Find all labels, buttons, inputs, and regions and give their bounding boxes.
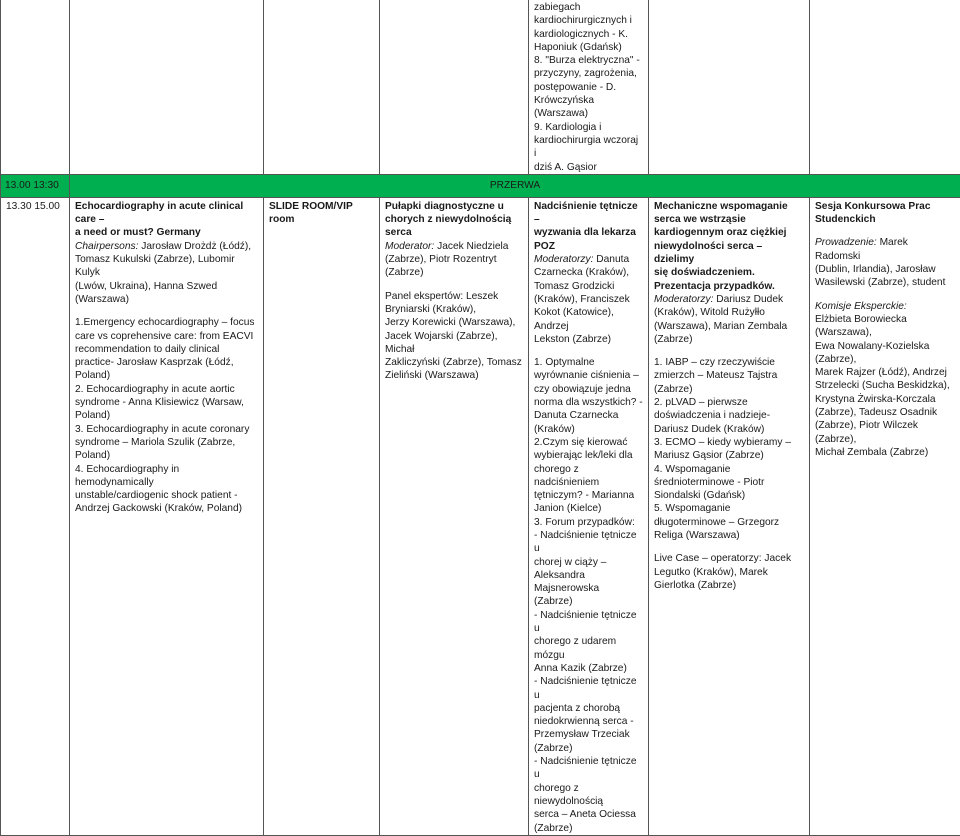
text-line: Haponiuk (Gdańsk): [534, 41, 643, 54]
talk-line: serca – Aneta Ociessa: [534, 808, 643, 821]
talk-line: Siondalski (Gdańsk): [654, 489, 804, 502]
talk-line: (Zabrze): [534, 595, 643, 608]
talk-line: 4. Wspomaganie: [654, 463, 804, 476]
live-line: Gierlotka (Zabrze): [654, 579, 804, 592]
talk-line: zmierzch – Mateusz Tajstra: [654, 369, 804, 382]
text-line: kardiologicznych - K.: [534, 28, 643, 41]
talk-line: practice- Jarosław Kasprzak (Łódź,: [75, 356, 258, 369]
title-line: serca: [385, 226, 523, 239]
talk-line: 2. Echocardiography in acute aortic: [75, 383, 258, 396]
moderator-line: Tomasz Grodzicki: [534, 280, 643, 293]
moderator-line: Kokot (Katowice), Andrzej: [534, 306, 643, 333]
talk-line: tętniczym? - Marianna: [534, 489, 643, 502]
moderators: Moderatorzy: Danuta Czarnecka (Kraków), Tomasz Grodzicki (Kraków), Franciszek Kokot (Katowice), Andrzej Lekston (Zabrze): [534, 253, 643, 346]
talk-line: wybierając lek/leki dla: [534, 449, 643, 462]
title-line: Mechaniczne wspomaganie: [654, 200, 804, 213]
talk-line: (Zabrze): [534, 742, 643, 755]
talk-line: chorego z niewydolnością: [534, 782, 643, 809]
title-line: Nadciśnienie tętnicze –: [534, 200, 643, 227]
moderator-line: Czarnecka (Kraków),: [534, 266, 643, 279]
talk-line: recommendation to daily clinical: [75, 343, 258, 356]
panel-line: Zieliński (Warszawa): [385, 369, 523, 382]
talk-line: niedokrwienną serca -: [534, 715, 643, 728]
chair-line: (Lwów, Ukraina), Hanna Szwed: [75, 280, 258, 293]
panel-line: Panel ekspertów: Leszek: [385, 290, 523, 303]
talk-line: średnioterminowe - Piotr: [654, 476, 804, 489]
leader-line: Marek Radomski: [815, 237, 908, 261]
talk-line: Andrzej Gackowski (Kraków, Poland): [75, 502, 258, 515]
session-title: [654, 200, 804, 293]
session-title: [815, 200, 955, 227]
talk-line: 1. Optymalne: [534, 356, 643, 369]
previous-session-row: [1, 0, 960, 174]
text-line: 8. "Burza elektryczna" -: [534, 54, 643, 67]
talk-line: doświadczenia i nadzieje-: [654, 409, 804, 422]
room-cell: [264, 197, 380, 835]
moderator-line: (Warszawa), Marian Zembala: [654, 320, 804, 333]
title-line: niewydolności serca – dzielimy: [654, 240, 804, 267]
expert-panel: [385, 290, 523, 383]
break-row: [1, 174, 960, 197]
committee-line: (Zabrze), Piotr Wilczek (Zabrze),: [815, 419, 955, 446]
session-time: 13.30 15.00: [1, 197, 70, 835]
talk-line: care vs coprehensive care: from EACVI: [75, 330, 258, 343]
moderator-line: (Kraków), Witold Rużyłło: [654, 306, 804, 319]
talk-line: Poland): [75, 409, 258, 422]
moderators: Moderator: Jacek Niedziela (Zabrze), Piotr Rozentryt (Zabrze): [385, 240, 523, 280]
talk-line: - Nadciśnienie tętnicze u: [534, 529, 643, 556]
talk-line: Janion (Kielce): [534, 502, 643, 515]
talk-line: - Nadciśnienie tętnicze u: [534, 675, 643, 702]
talk-line: Poland): [75, 369, 258, 382]
title-line: Pułapki diagnostyczne u: [385, 200, 523, 213]
title-line: Echocardiography in acute clinical care –: [75, 200, 258, 227]
talk-line: 5. Wspomaganie: [654, 502, 804, 515]
talk-list: [534, 356, 643, 835]
text-line: zabiegach: [534, 1, 643, 14]
title-line: chorych z niewydolnością: [385, 213, 523, 226]
talk-list: [654, 356, 804, 542]
panel-line: Bryniarski (Kraków),: [385, 303, 523, 316]
moderator-line: Lekston (Zabrze): [534, 333, 643, 346]
talk-line: syndrome – Mariola Szulik (Zabrze,: [75, 436, 258, 449]
live-line: Live Case – operatorzy: Jacek: [654, 552, 804, 565]
talk-line: (Zabrze): [534, 822, 643, 835]
talk-line: Religa (Warszawa): [654, 529, 804, 542]
panel-line: Zakliczyński (Zabrze), Tomasz: [385, 356, 523, 369]
text-line: Krówczyńska (Warszawa): [534, 94, 643, 121]
time-cell-empty: [1, 0, 70, 174]
talk-line: unstable/cardiogenic shock patient -: [75, 489, 258, 502]
committee-line: Michał Zembala (Zabrze): [815, 446, 955, 459]
session-title: [385, 200, 523, 240]
talk-line: czy obowiązuje jedna: [534, 383, 643, 396]
talk-line: 4. Echocardiography in hemodynamically: [75, 463, 258, 490]
panel-line: Jerzy Korewicki (Warszawa),: [385, 316, 523, 329]
moderator-line: (Kraków), Franciszek: [534, 293, 643, 306]
committee-line: (Zabrze), Tadeusz Osadnik: [815, 406, 955, 419]
talk-line: 1. IABP – czy rzeczywiście: [654, 356, 804, 369]
text-line: dziś A. Gąsior: [534, 161, 643, 174]
talk-line: 3. Forum przypadków:: [534, 516, 643, 529]
title-line: serca we wstrząsie: [654, 213, 804, 226]
talk-line: Anna Kazik (Zabrze): [534, 662, 643, 675]
committee-line: Ewa Nowalany-Kozielska: [815, 340, 955, 353]
talk-line: długoterminowe – Grzegorz: [654, 516, 804, 529]
talk-line: chorego z nadciśnieniem: [534, 463, 643, 490]
talk-list: [75, 316, 258, 515]
moderators: Moderatorzy: Dariusz Dudek (Kraków), Witold Rużyłło (Warszawa), Marian Zembala (Zabrze): [654, 293, 804, 346]
text-line: kardiochirurgia wczoraj i: [534, 134, 643, 161]
talk-line: Dariusz Dudek (Kraków): [654, 423, 804, 436]
moderator-line: Dariusz Dudek: [713, 294, 783, 305]
session-row: [1, 197, 960, 835]
chair-line: (Warszawa): [75, 293, 258, 306]
title-line: POZ: [534, 240, 643, 253]
leader-line: Wasilewski (Zabrze), student: [815, 276, 955, 289]
talk-line: norma dla wszystkich? -: [534, 396, 643, 409]
talk-line: - Nadciśnienie tętnicze u: [534, 609, 643, 636]
session-title: [75, 200, 258, 240]
chair-line: Tomasz Kukulski (Zabrze), Lubomir Kulyk: [75, 253, 258, 280]
leaders: Prowadzenie: Marek Radomski (Dublin, Irlandia), Jarosław Wasilewski (Zabrze), student: [815, 236, 955, 289]
title-line: Sesja Konkursowa Prac: [815, 200, 955, 213]
text-line: 9. Kardiologia i: [534, 121, 643, 134]
panel-line: Jacek Wojarski (Zabrze), Michał: [385, 330, 523, 357]
talk-line: wyrównanie ciśnienia –: [534, 369, 643, 382]
title-line: wyzwania dla lekarza: [534, 226, 643, 239]
session-pulapki: [380, 197, 529, 835]
talk-line: 3. Echocardiography in acute coronary: [75, 423, 258, 436]
expert-committee: Komisje Eksperckie: Elżbieta Borowiecka (Warszawa), Ewa Nowalany-Kozielska (Zabrze), Marek Rajzer (Łódź), Andrzej Strzelecki (Sucha Beskidzka), Krystyna Żwirska-Korczala (Zabrze), Tadeusz Osadnik (Zabrze), Piotr Wilczek (Zabrze), Michał Zembala (Zabrze): [815, 300, 955, 460]
talk-line: 1.Emergency echocardiography – focus: [75, 316, 258, 329]
talk-line: Mariusz Gąsior (Zabrze): [654, 449, 804, 462]
talk-line: (Kraków): [534, 423, 643, 436]
title-line: Prezentacja przypadków.: [654, 280, 804, 293]
title-line: kardiogennym oraz ciężkiej: [654, 226, 804, 239]
talk-line: Poland): [75, 449, 258, 462]
room-label: SLIDE ROOM/VIP room: [269, 201, 353, 225]
break-label: PRZERWA: [70, 174, 960, 197]
text-line: przyczyny, zagrożenia,: [534, 67, 643, 80]
talk-line: Aleksandra Majsnerowska: [534, 569, 643, 596]
text-line: kardiochirurgicznych i: [534, 14, 643, 27]
title-line: a need or must? Germany: [75, 226, 258, 239]
talk-line: chorego z udarem mózgu: [534, 635, 643, 662]
moderator-line: (Zabrze): [385, 266, 523, 279]
committee-line: Strzelecki (Sucha Beskidzka),: [815, 379, 955, 392]
moderator-line: (Zabrze), Piotr Rozentryt: [385, 253, 523, 266]
moderator-line: Danuta: [593, 254, 629, 265]
talk-line: 2.Czym się kierować: [534, 436, 643, 449]
session-mechaniczne: [649, 197, 810, 835]
break-time: 13.00 13:30: [1, 174, 70, 197]
talk-line: (Zabrze): [654, 383, 804, 396]
committee-line: Elżbieta Borowiecka (Warszawa),: [815, 313, 955, 340]
talk-line: Przemysław Trzeciak: [534, 728, 643, 741]
moderator-line: (Zabrze): [654, 333, 804, 346]
session-title: [534, 200, 643, 253]
previous-talks-cell: [529, 0, 649, 174]
committee-line: (Zabrze),: [815, 353, 955, 366]
talk-line: chorej w ciąży –: [534, 556, 643, 569]
title-line: Studenckich: [815, 213, 955, 226]
session-echocardiography: [70, 197, 264, 835]
leader-line: (Dublin, Irlandia), Jarosław: [815, 263, 955, 276]
talk-line: 2. pLVAD – pierwsze: [654, 396, 804, 409]
talk-line: pacjenta z chorobą: [534, 702, 643, 715]
talk-line: - Nadciśnienie tętnicze u: [534, 755, 643, 782]
moderator-line: Jacek Niedziela: [434, 241, 508, 252]
talk-line: syndrome - Anna Klisiewicz (Warsaw,: [75, 396, 258, 409]
talk-line: 3. ECMO – kiedy wybieramy –: [654, 436, 804, 449]
live-case: [654, 552, 804, 592]
session-nadcisnienie: [529, 197, 649, 835]
session-konkursowa: [810, 197, 960, 835]
live-line: Legutko (Kraków), Marek: [654, 566, 804, 579]
text-line: postępowanie - D.: [534, 81, 643, 94]
committee-line: Marek Rajzer (Łódź), Andrzej: [815, 366, 955, 379]
title-line: się doświadczeniem.: [654, 266, 804, 279]
committee-line: Krystyna Żwirska-Korczala: [815, 393, 955, 406]
chair-line: Jarosław Drożdż (Łódź),: [138, 241, 251, 252]
talk-line: Danuta Czarnecka: [534, 409, 643, 422]
chairpersons: Chairpersons: Jarosław Drożdż (Łódź), Tomasz Kukulski (Zabrze), Lubomir Kulyk (Lwów, Ukraina), Hanna Szwed (Warszawa): [75, 240, 258, 306]
